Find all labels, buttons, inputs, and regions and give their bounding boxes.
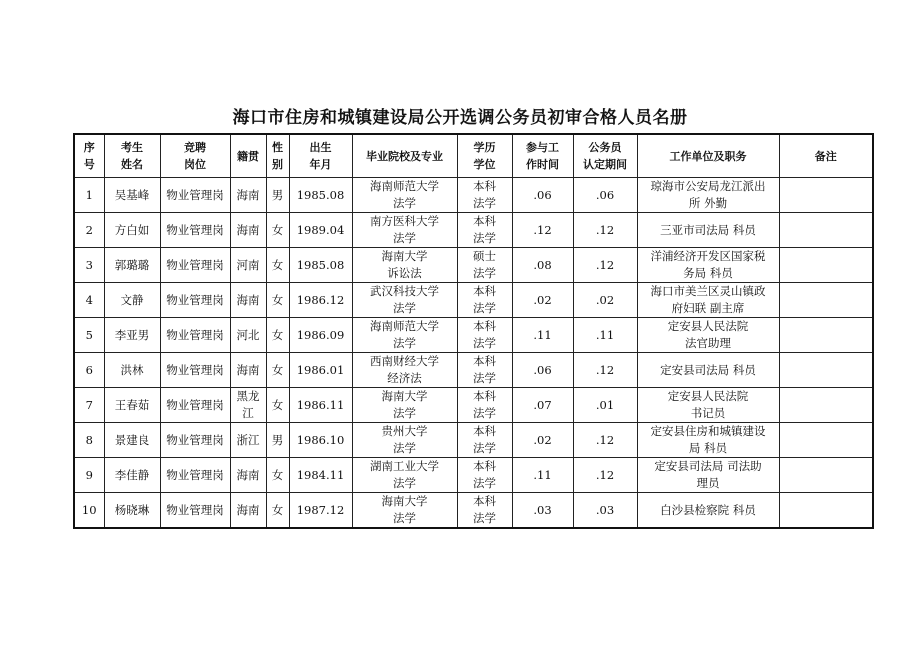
- cell-school-line: 湖南工业大学: [370, 459, 439, 473]
- cell-post: 物业管理岗: [160, 458, 230, 493]
- cell-post: 物业管理岗: [160, 213, 230, 248]
- header-row: [74, 134, 873, 178]
- cell-work: .08: [512, 248, 573, 283]
- cell-birth: 1985.08: [289, 248, 352, 283]
- cell-no: 1: [74, 178, 104, 213]
- cell-degree-line: 本科: [473, 284, 496, 298]
- cell-work: .11: [512, 458, 573, 493]
- cell-origin-line: 黑龙: [236, 389, 260, 403]
- cell-degree-line: 法学: [473, 406, 496, 420]
- header-col-post-line: 竞聘: [184, 141, 206, 154]
- header-col-birth-line: 年月: [309, 158, 332, 171]
- cell-school-line: 海南大学: [381, 249, 428, 263]
- table-row: [74, 213, 873, 248]
- cell-civil: .11: [573, 318, 637, 353]
- cell-name: 李佳静: [104, 458, 160, 493]
- header-col-birth-line: 出生: [309, 141, 332, 154]
- cell-civil: .12: [573, 353, 637, 388]
- cell-no: 3: [74, 248, 104, 283]
- cell-no: 9: [74, 458, 104, 493]
- cell-degree: [457, 213, 512, 248]
- cell-note: [779, 423, 873, 458]
- cell-school-line: 武汉科技大学: [370, 284, 439, 298]
- cell-birth: 1989.04: [289, 213, 352, 248]
- cell-unit-line: 府妇联 副主席: [671, 301, 745, 315]
- table-row: [74, 318, 873, 353]
- cell-school-line: 法学: [393, 336, 416, 350]
- cell-unit-line: 法官助理: [685, 336, 731, 350]
- cell-work: .07: [512, 388, 573, 423]
- cell-school: [352, 283, 457, 318]
- cell-unit-line: 定安县司法局 科员: [660, 362, 756, 377]
- cell-name: 洪林: [104, 353, 160, 388]
- cell-origin: [230, 388, 266, 423]
- table-row: [74, 283, 873, 318]
- table-row: [74, 423, 873, 458]
- cell-school: [352, 493, 457, 529]
- cell-unit-line: 定安县司法局 司法助: [654, 459, 762, 473]
- cell-degree: [457, 388, 512, 423]
- cell-degree-line: 法学: [473, 476, 496, 490]
- cell-school: [352, 318, 457, 353]
- header-col-no: [74, 134, 104, 178]
- cell-birth: 1984.11: [289, 458, 352, 493]
- cell-unit-line: 定安县住房和城镇建设: [650, 424, 766, 438]
- cell-school-line: 海南大学: [381, 494, 428, 508]
- cell-school-line: 法学: [393, 441, 416, 455]
- cell-post: 物业管理岗: [160, 178, 230, 213]
- header-col-sex-line: 别: [272, 158, 283, 171]
- cell-no: 5: [74, 318, 104, 353]
- cell-work: .02: [512, 283, 573, 318]
- cell-unit: [637, 423, 779, 458]
- header-col-no-line: 序: [83, 141, 95, 154]
- header-col-unit-line: 工作单位及职务: [669, 149, 747, 163]
- cell-birth: 1987.12: [289, 493, 352, 529]
- cell-unit-line: 琼海市公安局龙江派出: [650, 179, 766, 193]
- cell-school: [352, 213, 457, 248]
- cell-origin: 海南: [230, 213, 266, 248]
- cell-post: 物业管理岗: [160, 318, 230, 353]
- cell-work: .06: [512, 178, 573, 213]
- cell-name: 郭璐璐: [104, 248, 160, 283]
- cell-sex: 女: [266, 318, 289, 353]
- cell-civil: .03: [573, 493, 637, 529]
- cell-birth: 1986.01: [289, 353, 352, 388]
- cell-school-line: 法学: [393, 476, 416, 490]
- cell-no: 2: [74, 213, 104, 248]
- cell-origin: 海南: [230, 283, 266, 318]
- cell-school-line: 西南财经大学: [370, 354, 439, 368]
- cell-degree: [457, 318, 512, 353]
- header-col-degree-line: 学历: [473, 141, 496, 154]
- cell-school-line: 海南师范大学: [370, 319, 439, 333]
- table-row: [74, 353, 873, 388]
- cell-origin: 浙江: [230, 423, 266, 458]
- header-col-origin-line: 籍贯: [237, 149, 259, 163]
- header-col-degree: [457, 134, 512, 178]
- cell-degree-line: 本科: [473, 459, 496, 473]
- cell-degree: [457, 423, 512, 458]
- cell-school-line: 法学: [393, 511, 416, 525]
- cell-degree: [457, 178, 512, 213]
- header-col-work-start-line: 参与工: [526, 141, 559, 154]
- cell-unit-line: 海口市美兰区灵山镇政: [650, 284, 766, 298]
- cell-unit-line: 理员: [696, 476, 720, 490]
- cell-unit: [637, 283, 779, 318]
- cell-post: 物业管理岗: [160, 388, 230, 423]
- cell-degree: [457, 493, 512, 529]
- cell-note: [779, 213, 873, 248]
- cell-civil: .12: [573, 458, 637, 493]
- cell-degree-line: 法学: [473, 266, 496, 280]
- cell-note: [779, 493, 873, 529]
- cell-origin: 河北: [230, 318, 266, 353]
- cell-civil: .12: [573, 423, 637, 458]
- cell-note: [779, 283, 873, 318]
- cell-work: .03: [512, 493, 573, 529]
- cell-school: [352, 353, 457, 388]
- cell-post: 物业管理岗: [160, 353, 230, 388]
- cell-unit-line: 务局 科员: [683, 266, 733, 280]
- header-col-origin: [230, 134, 266, 178]
- cell-degree-line: 本科: [473, 214, 496, 228]
- cell-school-line: 海南师范大学: [370, 179, 439, 193]
- header-col-name-line: 姓名: [121, 158, 143, 171]
- cell-degree-line: 本科: [473, 494, 496, 508]
- cell-birth: 1986.10: [289, 423, 352, 458]
- cell-school-line: 法学: [393, 231, 416, 245]
- cell-no: 4: [74, 283, 104, 318]
- cell-school-line: 法学: [393, 301, 416, 315]
- table-row: [74, 178, 873, 213]
- cell-birth: 1986.12: [289, 283, 352, 318]
- cell-sex: 男: [266, 178, 289, 213]
- cell-work: .12: [512, 213, 573, 248]
- cell-note: [779, 178, 873, 213]
- cell-degree: [457, 353, 512, 388]
- header-col-civil-period: [573, 134, 637, 178]
- cell-birth: 1985.08: [289, 178, 352, 213]
- cell-note: [779, 353, 873, 388]
- cell-degree-line: 硕士: [473, 249, 496, 263]
- table-row: [74, 493, 873, 529]
- cell-no: 7: [74, 388, 104, 423]
- cell-origin-line: 江: [242, 406, 254, 420]
- cell-unit-line: 三亚市司法局 科员: [660, 222, 756, 237]
- cell-degree-line: 本科: [473, 319, 496, 333]
- cell-no: 8: [74, 423, 104, 458]
- cell-sex: 女: [266, 213, 289, 248]
- cell-origin: 海南: [230, 178, 266, 213]
- cell-note: [779, 458, 873, 493]
- cell-sex: 男: [266, 423, 289, 458]
- cell-no: 6: [74, 353, 104, 388]
- cell-sex: 女: [266, 283, 289, 318]
- cell-civil: .02: [573, 283, 637, 318]
- cell-degree-line: 本科: [473, 424, 496, 438]
- header-col-sex: [266, 134, 289, 178]
- table-header: [74, 134, 873, 178]
- cell-school-line: 南方医科大学: [370, 214, 439, 228]
- cell-sex: 女: [266, 353, 289, 388]
- cell-note: [779, 388, 873, 423]
- header-col-sex-line: 性: [272, 141, 283, 154]
- cell-unit-line: 定安县人民法院: [667, 389, 749, 403]
- cell-work: .06: [512, 353, 573, 388]
- cell-origin: 河南: [230, 248, 266, 283]
- cell-post: 物业管理岗: [160, 493, 230, 529]
- cell-no: 10: [74, 493, 104, 529]
- table-row: [74, 388, 873, 423]
- cell-unit-line: 白沙县检察院 科员: [660, 502, 756, 517]
- cell-unit-line: 洋浦经济开发区国家税: [650, 249, 766, 263]
- cell-sex: 女: [266, 458, 289, 493]
- header-col-note: [779, 134, 873, 178]
- table-body: [74, 178, 873, 529]
- cell-work: .02: [512, 423, 573, 458]
- cell-unit-line: 局 科员: [688, 441, 728, 455]
- cell-degree-line: 法学: [473, 511, 496, 525]
- cell-degree: [457, 283, 512, 318]
- cell-birth: 1986.11: [289, 388, 352, 423]
- cell-school: [352, 388, 457, 423]
- cell-origin: 海南: [230, 493, 266, 529]
- header-col-post-line: 岗位: [184, 158, 206, 171]
- header-col-name-line: 考生: [121, 141, 143, 154]
- cell-note: [779, 248, 873, 283]
- table-row: [74, 248, 873, 283]
- cell-name: 杨晓琳: [104, 493, 160, 529]
- cell-civil: .12: [573, 248, 637, 283]
- cell-civil: .01: [573, 388, 637, 423]
- cell-sex: 女: [266, 248, 289, 283]
- header-col-work-start-line: 作时间: [526, 158, 559, 171]
- header-col-note-line: 备注: [814, 149, 837, 163]
- header-col-birth: [289, 134, 352, 178]
- cell-unit: [637, 213, 779, 248]
- cell-school-line: 海南大学: [381, 389, 428, 403]
- header-col-civil-period-line: 认定期间: [583, 158, 627, 171]
- cell-school: [352, 248, 457, 283]
- cell-civil: .06: [573, 178, 637, 213]
- header-col-civil-period-line: 公务员: [588, 141, 622, 154]
- header-col-degree-line: 学位: [473, 158, 496, 171]
- cell-sex: 女: [266, 493, 289, 529]
- cell-degree-line: 法学: [473, 336, 496, 350]
- cell-school: [352, 423, 457, 458]
- cell-unit-line: 书记员: [690, 406, 726, 420]
- cell-unit: [637, 458, 779, 493]
- header-col-school: [352, 134, 457, 178]
- cell-unit-line: 所 外勤: [688, 196, 728, 210]
- cell-degree-line: 法学: [473, 371, 496, 385]
- cell-unit: [637, 493, 779, 529]
- cell-degree: [457, 248, 512, 283]
- cell-note: [779, 318, 873, 353]
- cell-school-line: 诉讼法: [387, 266, 422, 280]
- cell-unit-line: 定安县人民法院: [667, 319, 749, 333]
- header-col-work-start: [512, 134, 573, 178]
- cell-civil: .12: [573, 213, 637, 248]
- cell-degree-line: 法学: [473, 441, 496, 455]
- cell-degree-line: 本科: [473, 389, 496, 403]
- cell-degree-line: 法学: [473, 231, 496, 245]
- cell-origin: 海南: [230, 458, 266, 493]
- cell-unit: [637, 388, 779, 423]
- cell-post: 物业管理岗: [160, 423, 230, 458]
- cell-degree: [457, 458, 512, 493]
- cell-school-line: 法学: [393, 196, 416, 210]
- cell-school: [352, 458, 457, 493]
- cell-school: [352, 178, 457, 213]
- cell-school-line: 法学: [393, 406, 416, 420]
- cell-name: 方白如: [104, 213, 160, 248]
- page-title: 海口市住房和城镇建设局公开选调公务员初审合格人员名册: [232, 108, 688, 128]
- cell-work: .11: [512, 318, 573, 353]
- cell-unit: [637, 318, 779, 353]
- cell-name: 吴基峰: [104, 178, 160, 213]
- header-col-school-line: 毕业院校及专业: [366, 149, 443, 163]
- header-col-post: [160, 134, 230, 178]
- cell-name: 文静: [104, 283, 160, 318]
- cell-post: 物业管理岗: [160, 283, 230, 318]
- cell-name: 李亚男: [104, 318, 160, 353]
- cell-degree-line: 本科: [473, 354, 496, 368]
- header-col-no-line: 号: [83, 158, 95, 171]
- cell-post: 物业管理岗: [160, 248, 230, 283]
- cell-degree-line: 本科: [473, 179, 496, 193]
- cell-sex: 女: [266, 388, 289, 423]
- cell-name: 景建良: [104, 423, 160, 458]
- cell-unit: [637, 248, 779, 283]
- cell-degree-line: 法学: [473, 301, 496, 315]
- cell-unit: [637, 178, 779, 213]
- roster-table: [73, 133, 874, 529]
- header-col-name: [104, 134, 160, 178]
- cell-unit: [637, 353, 779, 388]
- cell-birth: 1986.09: [289, 318, 352, 353]
- cell-degree-line: 法学: [473, 196, 496, 210]
- header-col-unit: [637, 134, 779, 178]
- cell-school-line: 贵州大学: [381, 424, 428, 438]
- cell-school-line: 经济法: [387, 371, 422, 385]
- cell-origin: 海南: [230, 353, 266, 388]
- cell-name: 王春茹: [104, 388, 160, 423]
- table-row: [74, 458, 873, 493]
